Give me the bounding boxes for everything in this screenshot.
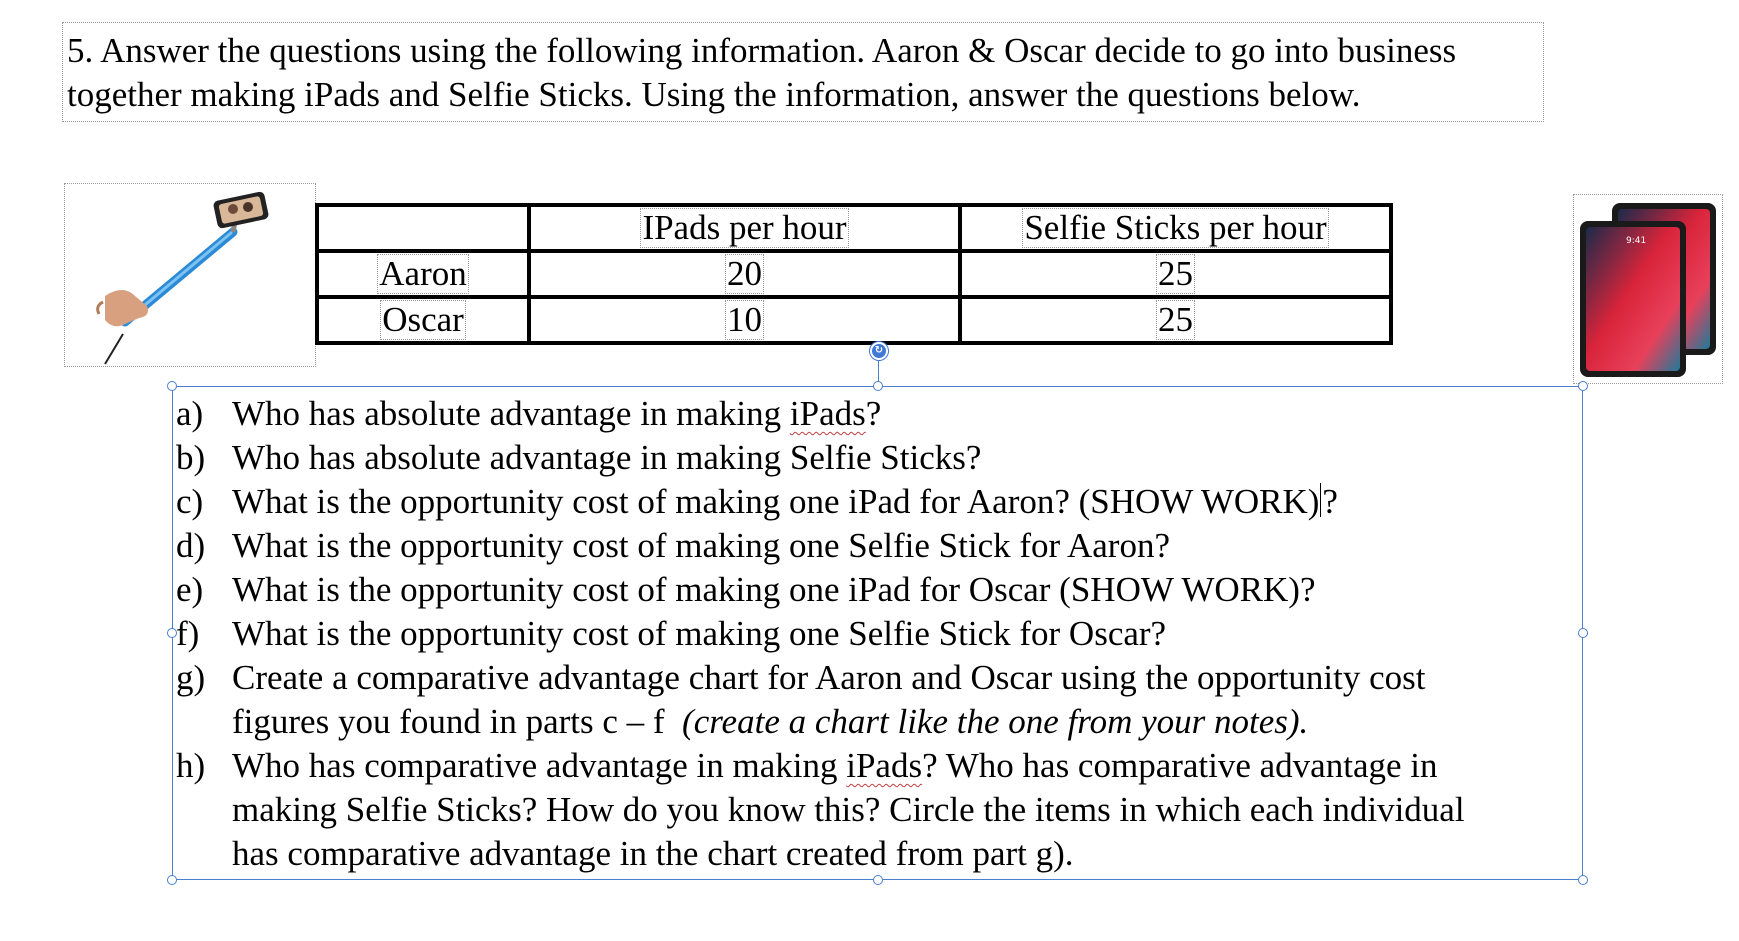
question-label: a) <box>176 394 204 433</box>
resize-handle-top-middle[interactable] <box>873 381 883 391</box>
row-ipads-value: 10 <box>727 300 762 339</box>
question-list <box>176 392 1576 876</box>
question-label: e) <box>176 570 204 609</box>
ipad-image[interactable] <box>1573 194 1723 384</box>
row-ipads-value: 20 <box>727 254 762 293</box>
list-item <box>176 480 1576 524</box>
question-text-end: ? <box>865 394 882 433</box>
list-item <box>176 436 1576 480</box>
question-text-line-1: Create a comparative advantage chart for Aaron and Oscar using the opportunity cost <box>232 658 1426 697</box>
question-text: figures you found in parts c – f <box>232 702 683 741</box>
question-text-line-1 <box>232 744 1576 788</box>
question-text-end: ? <box>1322 482 1338 521</box>
question-text: What is the opportunity cost of making one iPad for Oscar (SHOW WORK)? <box>232 570 1316 609</box>
row-selfie-cell <box>960 251 1391 297</box>
question-text-end: ? Who has comparative advantage in <box>922 746 1438 785</box>
question-label: d) <box>176 526 206 565</box>
question-text: What is the opportunity cost of making one iPad for Aaron? (SHOW WORK) <box>232 482 1320 521</box>
list-item <box>176 392 1576 436</box>
question-hint-italic: (create a chart like the one from your notes). <box>682 702 1309 741</box>
question-text: Who has absolute advantage in making <box>232 394 790 433</box>
row-selfie-value: 25 <box>1158 300 1193 339</box>
header-cell-selfie-sticks <box>960 205 1391 251</box>
question-label: b) <box>176 438 206 477</box>
row-name-cell <box>317 251 529 297</box>
intro-text-box[interactable] <box>62 22 1544 122</box>
list-item <box>176 568 1576 612</box>
spellcheck-word: iPads <box>789 394 866 433</box>
row-ipads-cell <box>529 297 960 343</box>
question-text: Who has absolute advantage in making Selfie Sticks? <box>232 438 982 477</box>
rotation-handle-icon[interactable]: ↻ <box>870 342 888 360</box>
question-text: What is the opportunity cost of making one Selfie Stick for Oscar? <box>232 614 1167 653</box>
ipad-illustration <box>1574 195 1724 385</box>
question-label: f) <box>176 614 200 653</box>
question-text: Who has comparative advantage in making <box>232 746 847 785</box>
resize-handle-top-left[interactable] <box>167 381 177 391</box>
intro-line-2: together making iPads and Selfie Sticks. Using the information, answer the questions below. <box>67 75 1361 114</box>
row-ipads-cell <box>529 251 960 297</box>
resize-handle-bottom-right[interactable] <box>1578 875 1588 885</box>
resize-handle-bottom-middle[interactable] <box>873 875 883 885</box>
header-cell-ipads <box>529 205 960 251</box>
spellcheck-word: iPads <box>846 746 923 785</box>
production-table <box>315 203 1393 345</box>
question-text: What is the opportunity cost of making one Selfie Stick for Aaron? <box>232 526 1170 565</box>
question-label: c) <box>176 482 204 521</box>
ipad-clock: 9:41 <box>1626 236 1647 246</box>
table-row <box>317 251 1391 297</box>
question-text-line-3: has comparative advantage in the chart created from part g). <box>232 834 1074 873</box>
resize-handle-middle-right[interactable] <box>1578 628 1588 638</box>
header-ipads-label: IPads per hour <box>642 208 847 247</box>
list-item <box>176 744 1576 876</box>
resize-handle-top-right[interactable] <box>1578 381 1588 391</box>
header-selfie-sticks-label: Selfie Sticks per hour <box>1024 208 1327 247</box>
row-selfie-value: 25 <box>1158 254 1193 293</box>
table-row <box>317 297 1391 343</box>
selfie-stick-image[interactable] <box>64 183 316 367</box>
list-item <box>176 656 1576 744</box>
header-cell-empty <box>317 205 529 251</box>
row-name: Oscar <box>382 300 464 339</box>
resize-handle-bottom-left[interactable] <box>167 875 177 885</box>
row-selfie-cell <box>960 297 1391 343</box>
selfie-stick-illustration <box>65 184 317 368</box>
list-item <box>176 612 1576 656</box>
question-label: g) <box>176 658 206 697</box>
question-text-line-2 <box>232 700 1576 744</box>
table-header-row <box>317 205 1391 251</box>
question-text-line-2: making Selfie Sticks? How do you know this? Circle the items in which each individual <box>232 790 1465 829</box>
row-name-cell <box>317 297 529 343</box>
intro-line-1: 5. Answer the questions using the following information. Aaron & Oscar decide to go into business <box>67 31 1457 70</box>
row-name: Aaron <box>379 254 467 293</box>
list-item <box>176 524 1576 568</box>
question-label: h) <box>176 746 206 785</box>
